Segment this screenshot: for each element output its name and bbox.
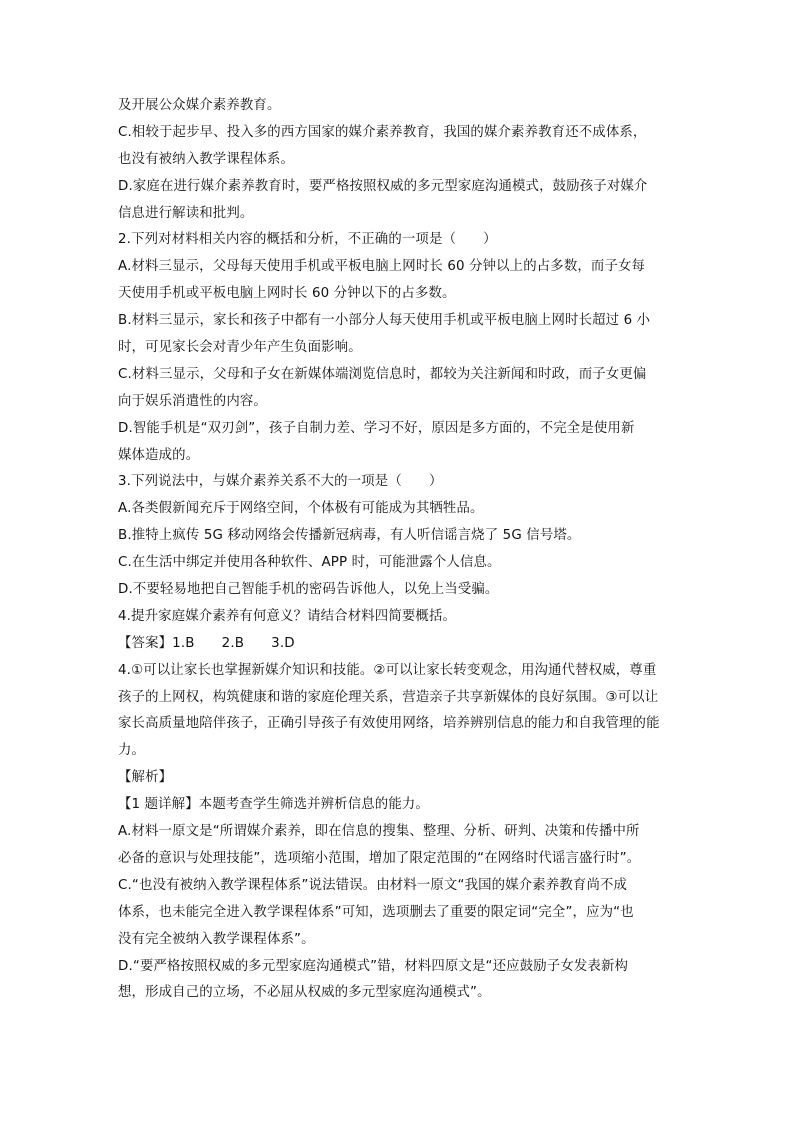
text-line: C.相较于起步早、投入多的西方国家的媒介素养教育，我国的媒介素养教育还不成体系， <box>118 124 647 140</box>
text-line: 媒体造成的。 <box>118 447 200 463</box>
text-line: 2.下列对材料相关内容的概括和分析，不正确的一项是（ ） <box>118 232 497 248</box>
text-line: 4.提升家庭媒介素养有何意义？请结合材料四简要概括。 <box>118 608 457 624</box>
text-line: 家长高质量地陪伴孩子，正确引导孩子有效使用网络，培养辨别信息的能力和自我管理的能 <box>118 716 660 732</box>
text-line: 没有完全被纳入教学课程体系”。 <box>118 931 315 947</box>
text-line: A.各类假新闻充斥于网络空间，个体极有可能成为其牺牲品。 <box>118 501 484 517</box>
text-line: D.智能手机是“双刃剑”，孩子自制力差、学习不好，原因是多方面的，不完全是使用新 <box>118 420 635 436</box>
text-line: C.材料三显示，父母和子女在新媒体端浏览信息时，都较为关注新闻和时政，而子女更偏 <box>118 366 647 382</box>
text-line: 也没有被纳入教学课程体系。 <box>118 151 295 167</box>
text-line: 【解析】 <box>118 770 173 786</box>
text-line: 向于娱乐消遣性的内容。 <box>118 393 267 409</box>
text-line: 想，形成自己的立场，不必屈从权威的多元型家庭沟通模式”。 <box>118 985 491 1001</box>
text-line: 孩子的上网权，构筑健康和谐的家庭伦理关系，营造亲子共享新媒体的良好氛围。③可以让 <box>118 689 659 705</box>
text-line: 力。 <box>118 743 146 759</box>
document-body <box>118 93 684 1007</box>
text-line: 及开展公众媒介素养教育。 <box>118 98 281 113</box>
text-line: 3.下列说法中，与媒介素养关系不大的一项是（ ） <box>118 474 443 490</box>
text-line: 【1 题详解】本题考查学生筛选并辨析信息的能力。 <box>118 797 429 813</box>
text-line: 体系，也未能完全进入教学课程体系”可知，选项删去了重要的限定词“完全”，应为“也 <box>118 904 634 920</box>
text-line: D.不要轻易地把自己智能手机的密码告诉他人，以免上当受骗。 <box>118 582 499 598</box>
text-line: D.家庭在进行媒介素养教育时，要严格按照权威的多元型家庭沟通模式，鼓励孩子对媒介 <box>118 178 648 194</box>
text-line: D.“要严格按照权威的多元型家庭沟通模式”错，材料四原文是“还应鼓励子女发表新构 <box>118 958 629 974</box>
text-line: 【答案】1.B 2.B 3.D <box>118 635 295 651</box>
text-line: 时，可见家长会对青少年产生负面影响。 <box>118 340 362 356</box>
text-line: A.材料一原文是“所谓媒介素养，即在信息的搜集、整理、分析、研判、决策和传播中所 <box>118 824 640 840</box>
text-line: 天使用手机或平板电脑上网时长 60 分钟以下的占多数。 <box>118 286 456 302</box>
text-line: 必备的意识与处理技能”，选项缩小范围，增加了限定范围的“在网络时代谣言盛行时”。 <box>118 850 641 866</box>
text-line: C.在生活中绑定并使用各种软件、APP 时，可能泄露个人信息。 <box>118 555 501 571</box>
text-line: B.推特上疯传 5G 移动网络会传播新冠病毒，有人听信谣言烧了 5G 信号塔。 <box>118 528 581 544</box>
text-line: C.“也没有被纳入教学课程体系”说法错误。由材料一原文“我国的媒介素养教育尚不成 <box>118 877 628 893</box>
text-line: 4.①可以让家长也掌握新媒介知识和技能。②可以让家长转变观念，用沟通代替权威，尊重 <box>118 662 657 678</box>
text-line: A.材料三显示，父母每天使用手机或平板电脑上网时长 60 分钟以上的占多数，而子女每 <box>118 259 646 275</box>
text-line: B.材料三显示，家长和孩子中都有一小部分人每天使用手机或平板电脑上网时长超过 6 小 <box>118 313 651 329</box>
text-line: 信息进行解读和批判。 <box>118 205 254 221</box>
